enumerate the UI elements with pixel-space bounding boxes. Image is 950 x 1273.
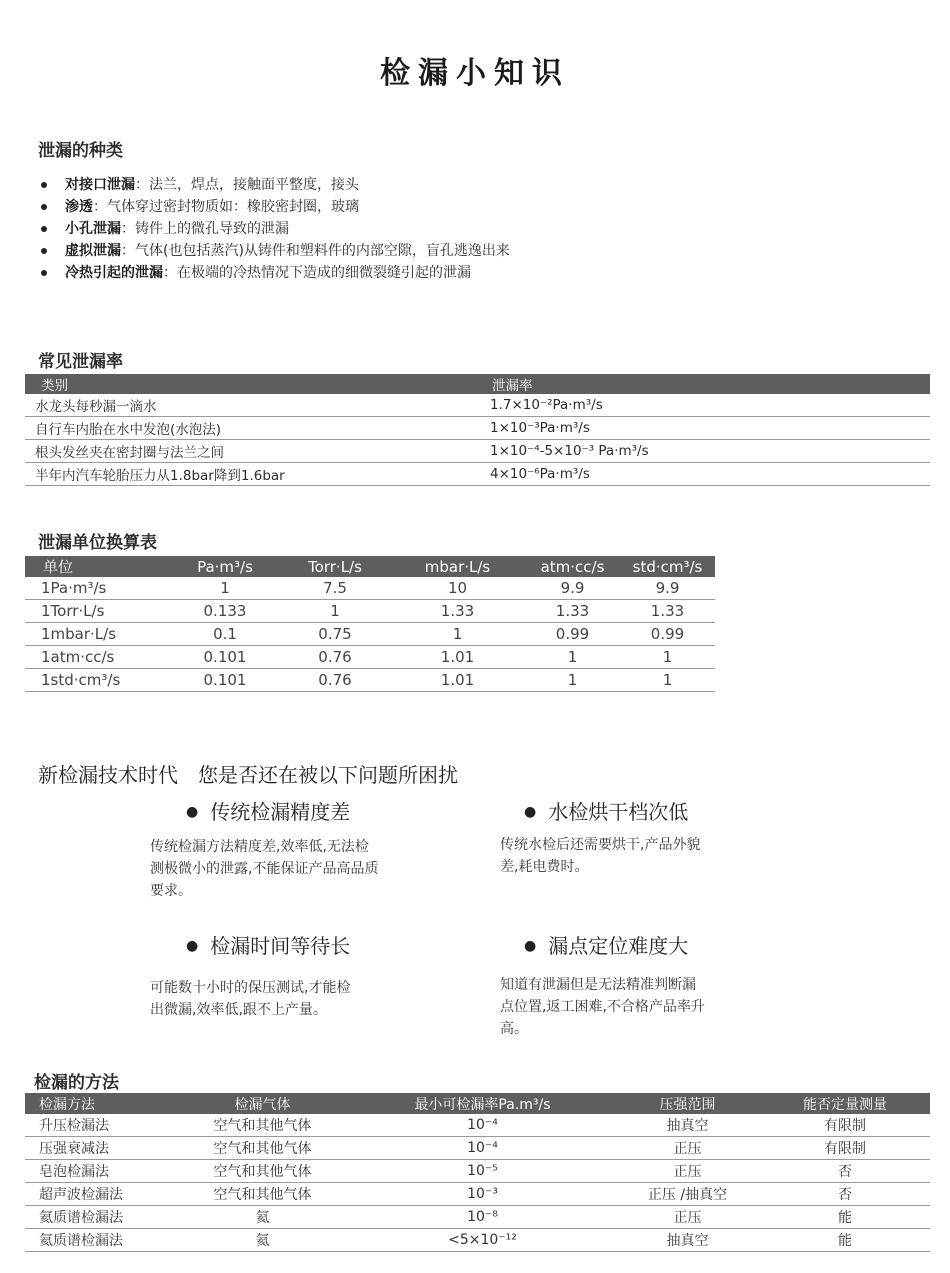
leak-types-heading: 泄漏的种类 [38,141,123,161]
table-cell: 正压 [615,1206,760,1229]
problem-title: ● 漏点定位难度大 [524,930,688,959]
problems-heading: 新检漏技术时代 您是否还在被以下问题所困扰 [38,763,458,787]
table-row [25,600,715,623]
table-cell: 1mbar·L/s [25,623,170,646]
table-row [25,646,715,669]
leak-rate-table [25,374,930,486]
column-header: 类别 [25,374,480,394]
problem-desc-line: 点位置,返工困难,不合格产品率升 [500,999,705,1015]
column-header: Pa·m³/s [170,556,280,577]
table-cell: 1 [280,600,390,623]
table-cell: 半年内汽车轮胎压力从1.8bar降到1.6bar [25,463,480,486]
problem-desc-line: 传统检漏方法精度差,效率低,无法检 [150,839,369,855]
problem-desc-line: 可能数十小时的保压测试,才能检 [150,980,351,996]
table-cell: 根头发丝夹在密封圈与法兰之间 [25,440,480,463]
table-cell: 氦质谱检漏法 [25,1229,175,1252]
table-cell: 正压 [615,1160,760,1183]
table-row [25,1183,930,1206]
table-row [25,1206,930,1229]
list-item [38,174,510,196]
table-cell: 有限制 [760,1114,930,1137]
table-cell: 空气和其他气体 [175,1137,350,1160]
table-cell: 4×10⁻⁶Pa·m³/s [480,463,930,486]
table-cell: 0.101 [170,646,280,669]
table-cell: 10⁻³ [350,1183,615,1206]
table-cell: 氦 [175,1229,350,1252]
column-header: mbar·L/s [390,556,525,577]
table-cell: 1.33 [390,600,525,623]
table-cell: 0.133 [170,600,280,623]
list-item [38,218,510,240]
table-cell: 1std·cm³/s [25,669,170,692]
table-cell: 1×10⁻⁴-5×10⁻³ Pa·m³/s [480,440,930,463]
table-cell: 有限制 [760,1137,930,1160]
table-cell: 0.99 [620,623,715,646]
table-header-row [25,1093,930,1114]
table-cell: 0.1 [170,623,280,646]
table-cell: 1 [170,577,280,600]
column-header: 泄漏率 [480,374,930,394]
table-cell: 1Torr·L/s [25,600,170,623]
table-row [25,1137,930,1160]
units-heading: 泄漏单位换算表 [38,533,157,553]
list-item [38,196,510,218]
list-item-term: 虚拟泄漏 [65,243,121,259]
table-cell: 皂泡检漏法 [25,1160,175,1183]
problem-desc [150,977,350,1021]
table-cell: 自行车内胎在水中发泡(水泡法) [25,417,480,440]
problem-desc-line: 测极微小的泄露,不能保证产品高品质 [150,861,379,877]
table-cell: <5×10⁻¹² [350,1229,615,1252]
list-item-term: 小孔泄漏 [65,221,121,237]
rates-heading: 常见泄漏率 [38,352,123,372]
table-row [25,623,715,646]
problem-desc-line: 高。 [500,1021,528,1037]
column-header: atm·cc/s [525,556,620,577]
table-cell: 氦质谱检漏法 [25,1206,175,1229]
problem-desc-line: 知道有泄漏但是无法精准判断漏 [500,977,696,993]
table-cell: 1×10⁻³Pa·m³/s [480,417,930,440]
table-cell: 压强衰减法 [25,1137,175,1160]
column-header: 最小可检漏率Pa.m³/s [350,1093,615,1114]
list-item-term: 对接口泄漏 [65,177,135,193]
table-cell: 1 [390,623,525,646]
list-item-term: 冷热引起的泄漏 [65,265,163,281]
list-item-term: 渗透 [65,199,93,215]
table-cell: 0.99 [525,623,620,646]
table-row [25,1160,930,1183]
table-row [25,463,930,486]
table-cell: 空气和其他气体 [175,1114,350,1137]
table-cell: 9.9 [525,577,620,600]
table-row [25,417,930,440]
table-cell: 水龙头每秒漏一滴水 [25,394,480,417]
problem-desc-line: 要求。 [150,883,192,899]
table-cell: 1 [620,646,715,669]
problem-title: ● 检漏时间等待长 [186,930,350,959]
table-cell: 1.7×10⁻²Pa·m³/s [480,394,930,417]
table-row [25,577,715,600]
column-header: 压强范围 [615,1093,760,1114]
table-cell: 1Pa·m³/s [25,577,170,600]
table-row [25,1229,930,1252]
table-cell: 1.01 [390,669,525,692]
list-item [38,240,510,262]
column-header: 能否定量测量 [760,1093,930,1114]
list-item-desc: ：在极端的冷热情况下造成的细微裂缝引起的泄漏 [163,265,471,281]
table-cell: 1.33 [525,600,620,623]
table-cell: 10⁻⁵ [350,1160,615,1183]
column-header: 检漏方法 [25,1093,175,1114]
table-cell: 0.76 [280,669,390,692]
problem-desc-line: 传统水检后还需要烘干,产品外貌 [500,837,701,853]
table-cell: 能 [760,1206,930,1229]
table-cell: 否 [760,1160,930,1183]
list-item-desc: ：法兰，焊点，接触面平整度，接头 [135,177,359,193]
table-header-row [25,374,930,394]
problem-desc-line: 出微漏,效率低,跟不上产量。 [150,1002,327,1018]
list-item-desc: ：气体穿过密封物质如：橡胶密封圈，玻璃 [93,199,359,215]
table-cell: 9.9 [620,577,715,600]
table-cell: 1 [620,669,715,692]
column-header: 单位 [25,556,170,577]
table-cell: 空气和其他气体 [175,1183,350,1206]
page-title: 检漏小知识 [380,56,570,91]
table-cell: 能 [760,1229,930,1252]
table-row [25,1114,930,1137]
table-cell: 氦 [175,1206,350,1229]
table-cell: 0.75 [280,623,390,646]
table-cell: 10⁻⁴ [350,1137,615,1160]
unit-conversion-table [25,556,715,692]
table-cell: 1.33 [620,600,715,623]
problem-title: ● 水检烘干档次低 [524,796,688,825]
table-cell: 1 [525,646,620,669]
table-row [25,440,930,463]
column-header: 检漏气体 [175,1093,350,1114]
problem-title: ● 传统检漏精度差 [186,796,350,825]
table-cell: 正压 [615,1137,760,1160]
problem-desc [500,834,700,878]
table-cell: 否 [760,1183,930,1206]
table-cell: 0.101 [170,669,280,692]
leak-method-table [25,1093,930,1252]
column-header: std·cm³/s [620,556,715,577]
problem-desc [500,974,705,1040]
list-item [38,262,510,284]
table-cell: 1atm·cc/s [25,646,170,669]
methods-heading: 检漏的方法 [34,1073,119,1093]
table-cell: 10⁻⁸ [350,1206,615,1229]
table-cell: 正压 /抽真空 [615,1183,760,1206]
table-cell: 超声波检漏法 [25,1183,175,1206]
leak-types-list [38,174,510,284]
table-row [25,394,930,417]
table-cell: 抽真空 [615,1229,760,1252]
table-header-row [25,556,715,577]
list-item-desc: ：气体(也包括蒸汽)从铸件和塑料件的内部空隙，盲孔逃逸出来 [121,243,510,259]
problem-desc [150,836,378,902]
table-cell: 空气和其他气体 [175,1160,350,1183]
table-cell: 7.5 [280,577,390,600]
table-cell: 1.01 [390,646,525,669]
table-row [25,669,715,692]
list-item-desc: ：铸件上的微孔导致的泄漏 [121,221,289,237]
table-cell: 10 [390,577,525,600]
table-cell: 1 [525,669,620,692]
table-cell: 0.76 [280,646,390,669]
problem-desc-line: 差,耗电费时。 [500,859,589,875]
column-header: Torr·L/s [280,556,390,577]
table-cell: 抽真空 [615,1114,760,1137]
table-cell: 10⁻⁴ [350,1114,615,1137]
table-cell: 升压检漏法 [25,1114,175,1137]
